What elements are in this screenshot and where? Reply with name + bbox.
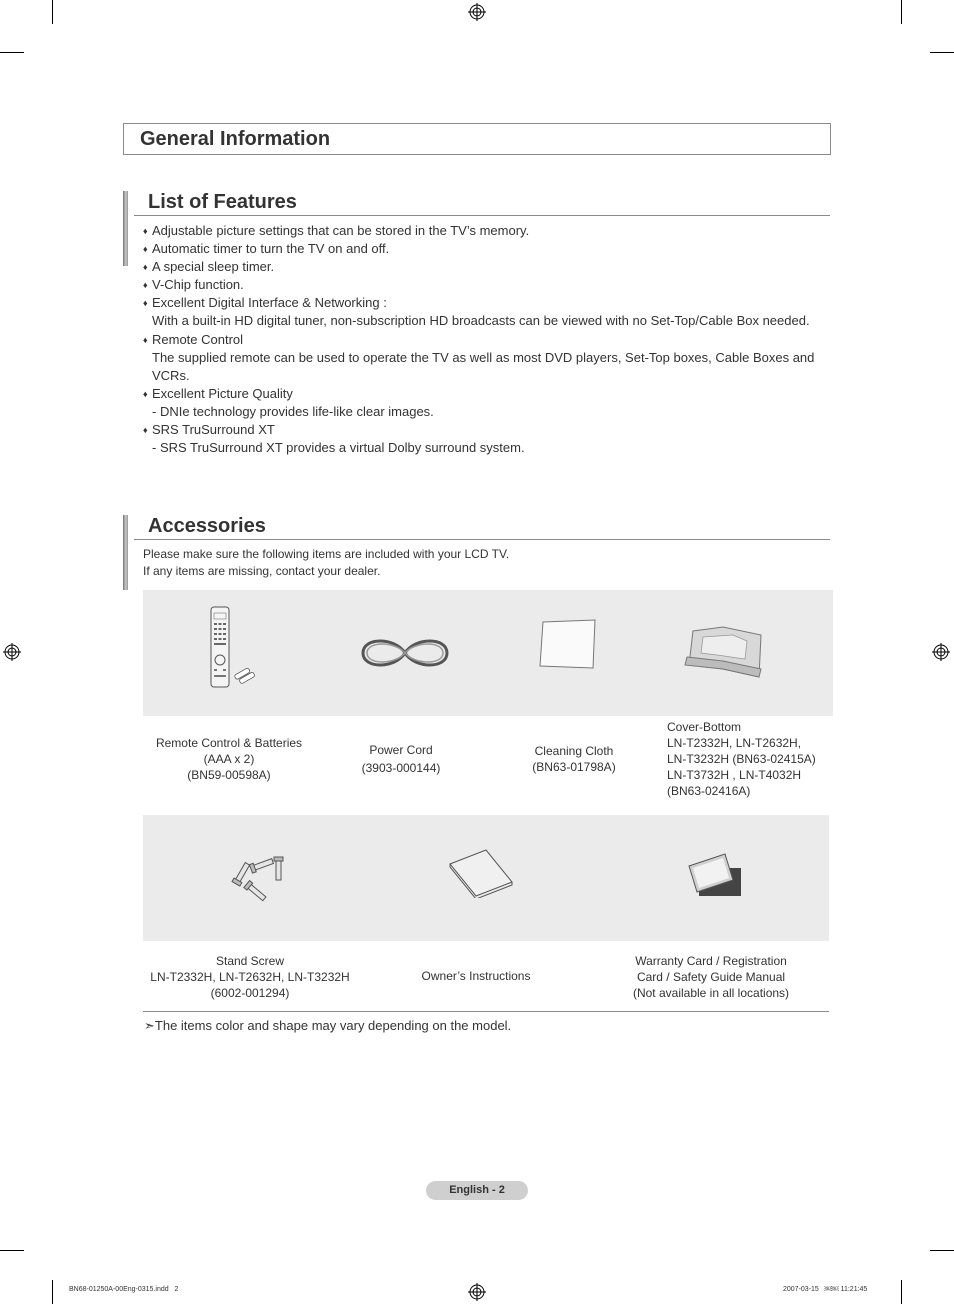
registration-mark-icon [468,1283,486,1301]
divider [143,1011,829,1012]
bullet-icon: ♦ [143,262,148,273]
list-item-detail: With a built-in HD digital tuner, non-subscription HD broadcasts can be viewed with no Set-Top/Cable Box needed. [152,313,810,329]
heading-rule [134,539,830,540]
list-item-detail: - SRS TruSurround XT provides a virtual Dolby surround system. [152,440,525,456]
bullet-icon: ♦ [143,388,148,399]
stand-screw-icon [225,852,287,904]
accessory-label: Owner’s Instructions [421,969,531,983]
accessory-label: Warranty Card / Registration Card / Safety Guide Manual (Not available in all locations) [632,954,790,1000]
cleaning-cloth-icon [537,618,599,672]
heading-accent-bar [123,515,128,590]
footer-timestamp: 2007-03-15 ￼￼ 11:21:45 [783,1286,868,1293]
registration-mark-icon [932,643,950,661]
crop-mark [0,52,24,53]
features-heading: List of Features [148,191,297,213]
heading-accent-bar [123,191,128,266]
bullet-icon: ♦ [143,425,148,436]
bullet-icon: ♦ [143,280,148,291]
crop-mark [930,1250,954,1251]
note: ➣The items color and shape may vary depending on the model. [144,1018,512,1033]
bullet-icon: ♦ [143,298,148,309]
list-item: ♦ V-Chip function. [143,276,833,294]
heading-rule [134,215,830,216]
bullet-icon: ♦ [143,334,148,345]
note-arrow-icon: ➣ [144,1018,155,1033]
registration-mark-icon [468,3,486,21]
list-item: ♦ A special sleep timer. [143,258,833,276]
accessory-label: Stand Screw LN-T2332H, LN-T2632H, LN-T3232H (6002-001294) [150,954,350,1000]
crop-mark [901,1280,902,1304]
list-item: ♦ Remote Control The supplied remote can be used to operate the TV as well as most DVD players, Set-Top boxes, Cable Boxes and VCRs. [143,331,833,385]
cover-bottom-icon [683,625,765,681]
accessory-label: Cover-Bottom LN-T2332H, LN-T2632H, LN-T3232H (BN63-02415A) LN-T3732H , LN-T4032H (BN63-02416A) [667,720,816,798]
crop-mark [52,1280,53,1304]
list-item-detail: The supplied remote can be used to operate the TV as well as most DVD players, Set-Top boxes, Cable Boxes and VCRs. [152,349,815,383]
list-item: ♦ SRS TruSurround XT - SRS TruSurround XT provides a virtual Dolby surround system. [143,421,833,457]
bullet-icon: ♦ [143,226,148,236]
section-header-box [123,123,831,155]
registration-mark-icon [3,643,21,661]
crop-mark [0,1250,24,1251]
power-cord-icon [355,633,455,673]
crop-mark [901,0,902,24]
features-list [143,222,833,457]
bullet-icon: ♦ [143,244,148,255]
warranty-card-icon [687,852,745,898]
list-item: ♦ Excellent Digital Interface & Networking : With a built-in HD digital tuner, non-subscription HD broadcasts can be viewed with no Set-Top/Cable Box needed. [143,294,833,330]
footer-file-info: BN68-01250A-00Eng-0315.indd 2 [69,1286,179,1293]
accessories-intro: Please make sure the following items are included with your LCD TV. If any items are missing, contact your dealer. [143,547,510,578]
page-number: English - 2 [426,1181,528,1200]
list-item: ♦ Adjustable picture settings that can be stored in the TV’s memory. [143,222,833,240]
crop-mark [930,52,954,53]
list-item-detail: - DNIe technology provides life-like clear images. [152,403,434,419]
crop-mark [52,0,53,24]
remote-control-icon [205,605,257,689]
accessory-label: Power Cord (3903-000144) [361,743,441,775]
list-item: ♦ Excellent Picture Quality - DNIe technology provides life-like clear images. [143,385,833,421]
section-title: General Information [140,128,331,150]
accessories-heading: Accessories [148,515,266,537]
owners-instructions-icon [446,848,516,898]
accessory-label: Cleaning Cloth (BN63-01798A) [532,744,616,774]
list-item: ♦ Automatic timer to turn the TV on and off. [143,240,833,258]
accessory-label: Remote Control & Batteries (AAA x 2) (BN59-00598A) [155,736,303,782]
